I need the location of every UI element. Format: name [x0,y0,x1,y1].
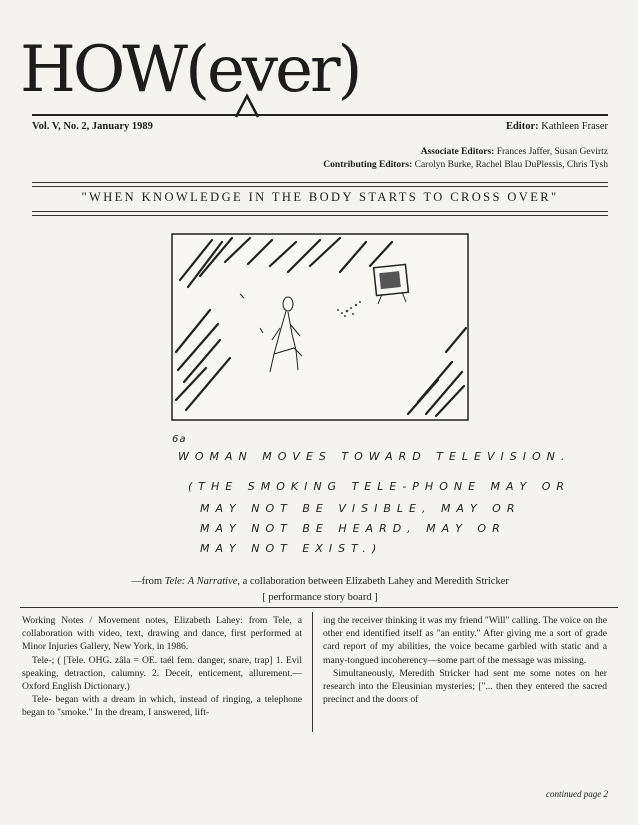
caption-subtitle: [ performance story board ] [262,592,378,603]
associate-names: Frances Jaffer, Susan Gevirtz [496,147,608,157]
working-notes-heading: Working Notes / Movement notes, Elizabeth Lahey: [22,615,243,626]
note-line-5: MAY NOT EXIST.) [200,542,383,555]
column-divider [312,612,313,732]
banner-title: "WHEN KNOWLEDGE IN THE BODY STARTS TO CROSS OVER" [81,190,559,204]
left-paragraph-1: from Tele, a collaboration with video, text, drawing and dance, first performed at Minor Injuries Gallery, New York, in 1986. [22,615,302,653]
associate-label: Associate Editors: [420,147,495,157]
banner-rule-top [32,182,608,187]
note-line-3: MAY NOT BE VISIBLE, MAY OR [200,502,521,515]
contributing-label: Contributing Editors: [323,160,413,170]
left-column [22,614,302,720]
note-line-1: WOMAN MOVES TOWARD TELEVISION. [178,450,571,463]
caption-prefix: —from [131,576,165,587]
masthead-title: HOW(ever) [20,33,360,107]
issue-editor [506,121,608,132]
editor-name: Kathleen Fraser [541,121,608,132]
left-paragraph-2: Tele-; ( [Tele. OHG. zâla = OE. taél fem. danger, snare, trap] 1. Evil speaking, detraction, calumny. 2. Deceit, enticement, allurement.—Oxford English Dictionary.) [22,654,302,693]
handwritten-note [160,428,571,568]
note-number: 6a [172,434,187,445]
caption-suffix: , a collaboration between Elizabeth Lahey and Meredith Stricker [237,576,509,587]
issue-volume: Vol. V, No. 2, January 1989 [32,121,153,132]
caption-title: Tele: A Narrative [164,576,238,587]
right-paragraph-2: Simultaneously, Meredith Stricker had sent me some notes on her research into the Eleusinian mysteries; ["... then they entered the sacred precinct and the doors of [323,667,607,706]
masthead-rule [32,114,608,116]
left-paragraph-3: Tele- began with a dream in which, instead of ringing, a telephone began to "smoke." In the dream, I answered, lift- [22,694,302,719]
storyboard-sketch [170,232,470,422]
continued-note: continued page 2 [546,789,608,799]
editor-label: Editor: [505,121,539,132]
right-paragraph-1: ing the receiver thinking it was my friend "Will" calling. The voice on the other end identified itself as "an entity." After giving me a sort of grade card report of my abilities, the voice became garbled with static and a many-tongued incoherency—some part of the message was missing. [323,615,607,666]
contributing-names: Carolyn Burke, Rachel Blau DuPlessis, Chris Tysh [414,160,608,170]
right-column [323,614,607,706]
columns-rule [20,607,618,608]
note-line-4: MAY NOT BE HEARD, MAY OR [200,522,506,535]
image-caption [32,574,608,606]
editorial-staff [323,146,608,172]
note-line-2: (THE SMOKING TELE-PHONE MAY OR [188,480,571,493]
banner-rule-bottom [32,211,608,216]
